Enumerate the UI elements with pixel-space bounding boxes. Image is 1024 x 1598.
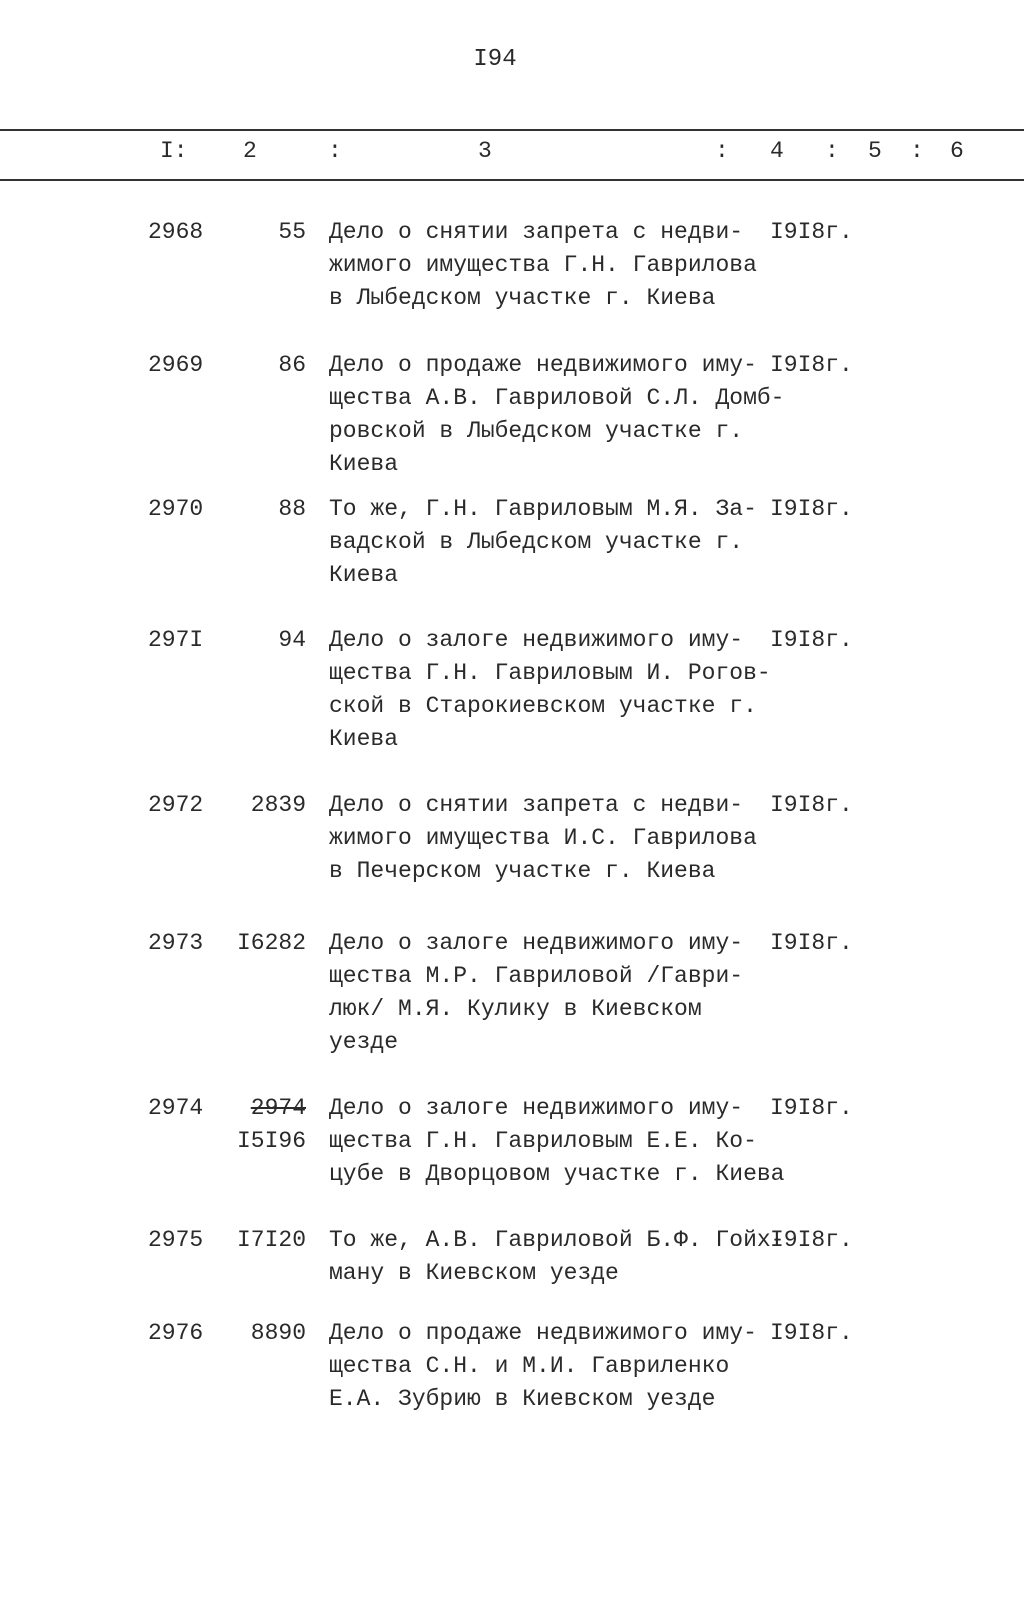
entry-description	[329, 216, 769, 315]
file-reference	[220, 216, 306, 249]
col-header-1: I:	[160, 138, 188, 164]
entry-year: I9I8г.	[770, 1320, 853, 1346]
entry-description	[329, 349, 785, 481]
description-line: Дело о продаже недвижимого иму-	[329, 1320, 757, 1346]
col-separator: :	[910, 138, 924, 164]
description-line: щества С.Н. и М.И. Гавриленко	[329, 1353, 730, 1379]
description-line: щества М.Р. Гавриловой /Гаври-	[329, 963, 744, 989]
description-line: цубе в Дворцовом участке г. Киева	[329, 1161, 785, 1187]
file-reference	[220, 1317, 306, 1350]
entry-number: 2975	[148, 1227, 204, 1253]
description-line: Е.А. Зубрию в Киевском уезде	[329, 1386, 716, 1412]
description-line: Дело о снятии запрета с недви-	[329, 792, 744, 818]
col-separator: :	[328, 138, 342, 164]
reference-line: 55	[278, 219, 306, 245]
entry-description	[329, 624, 769, 756]
description-line: То же, Г.Н. Гавриловым М.Я. За-	[329, 496, 757, 522]
file-reference	[220, 349, 306, 382]
entry-description	[329, 493, 769, 592]
struck-reference: 2974	[250, 1095, 306, 1121]
file-reference	[220, 789, 306, 822]
entry-number: 2968	[148, 219, 204, 245]
reference-line: 2839	[250, 792, 306, 818]
description-line: Дело о продаже недвижимого иму-	[329, 352, 757, 378]
description-line: Дело о залоге недвижимого иму-	[329, 1095, 744, 1121]
description-line: То же, А.В. Гавриловой Б.Ф. Гойх-	[329, 1227, 785, 1253]
col-header-3: 3	[478, 138, 492, 164]
col-separator: :	[715, 138, 729, 164]
description-line: жимого имущества И.С. Гаврилова	[329, 825, 757, 851]
file-reference	[220, 1092, 306, 1158]
description-line: уезде	[329, 1029, 399, 1055]
entry-number: 2976	[148, 1320, 204, 1346]
description-line: щества Г.Н. Гавриловым И. Рогов-	[329, 660, 771, 686]
description-line: Дело о снятии запрета с недви-	[329, 219, 744, 245]
description-line: вадской в Лыбедском участке г.	[329, 529, 744, 555]
reference-line: I5I96	[236, 1128, 306, 1154]
entry-year: I9I8г.	[770, 1227, 853, 1253]
col-header-6: 6	[950, 138, 964, 164]
entry-number: 2974	[148, 1095, 204, 1121]
col-separator: :	[825, 138, 839, 164]
description-line: Киева	[329, 562, 399, 588]
reference-line: 94	[278, 627, 306, 653]
entry-year: I9I8г.	[770, 496, 853, 522]
entry-year: I9I8г.	[770, 1095, 853, 1121]
col-header-5: 5	[868, 138, 882, 164]
description-line: Киева	[329, 726, 399, 752]
description-line: в Лыбедском участке г. Киева	[329, 285, 716, 311]
entry-year: I9I8г.	[770, 352, 853, 378]
column-header-row	[0, 138, 1024, 168]
file-reference	[220, 624, 306, 657]
entry-description	[329, 1224, 785, 1290]
entry-number: 2970	[148, 496, 204, 522]
description-line: щества А.В. Гавриловой С.Л. Домб-	[329, 385, 785, 411]
description-line: ской в Старокиевском участке г.	[329, 693, 757, 719]
entry-year: I9I8г.	[770, 792, 853, 818]
description-line: ману в Киевском уезде	[329, 1260, 619, 1286]
entry-year: I9I8г.	[770, 627, 853, 653]
header-bottom-rule	[0, 179, 1024, 181]
entry-number: 2972	[148, 792, 204, 818]
page-number: I94	[473, 46, 517, 73]
entry-description	[329, 1092, 785, 1191]
description-line: люк/ М.Я. Кулику в Киевском	[329, 996, 702, 1022]
description-line: ровской в Лыбедском участке г.	[329, 418, 744, 444]
description-line: Дело о залоге недвижимого иму-	[329, 930, 744, 956]
description-line: жимого имущества Г.Н. Гаврилова	[329, 252, 757, 278]
description-line: Киева	[329, 451, 399, 477]
reference-line: 88	[278, 496, 306, 522]
description-line: щества Г.Н. Гавриловым Е.Е. Ко-	[329, 1128, 757, 1154]
entry-number: 2969	[148, 352, 204, 378]
description-line: в Печерском участке г. Киева	[329, 858, 716, 884]
reference-line: I6282	[236, 930, 306, 956]
reference-line: 86	[278, 352, 306, 378]
entry-description	[329, 1317, 769, 1416]
col-header-4: 4	[770, 138, 784, 164]
entry-year: I9I8г.	[770, 219, 853, 245]
reference-line: I7I20	[236, 1227, 306, 1253]
file-reference	[220, 927, 306, 960]
entry-number: 2973	[148, 930, 204, 956]
col-header-2: 2	[243, 138, 257, 164]
file-reference	[220, 493, 306, 526]
description-line: Дело о залоге недвижимого иму-	[329, 627, 744, 653]
entry-description	[329, 789, 769, 888]
entry-description	[329, 927, 769, 1059]
header-top-rule	[0, 129, 1024, 131]
entry-year: I9I8г.	[770, 930, 853, 956]
reference-line: 8890	[250, 1320, 306, 1346]
file-reference	[220, 1224, 306, 1257]
entry-number: 297I	[148, 627, 204, 653]
